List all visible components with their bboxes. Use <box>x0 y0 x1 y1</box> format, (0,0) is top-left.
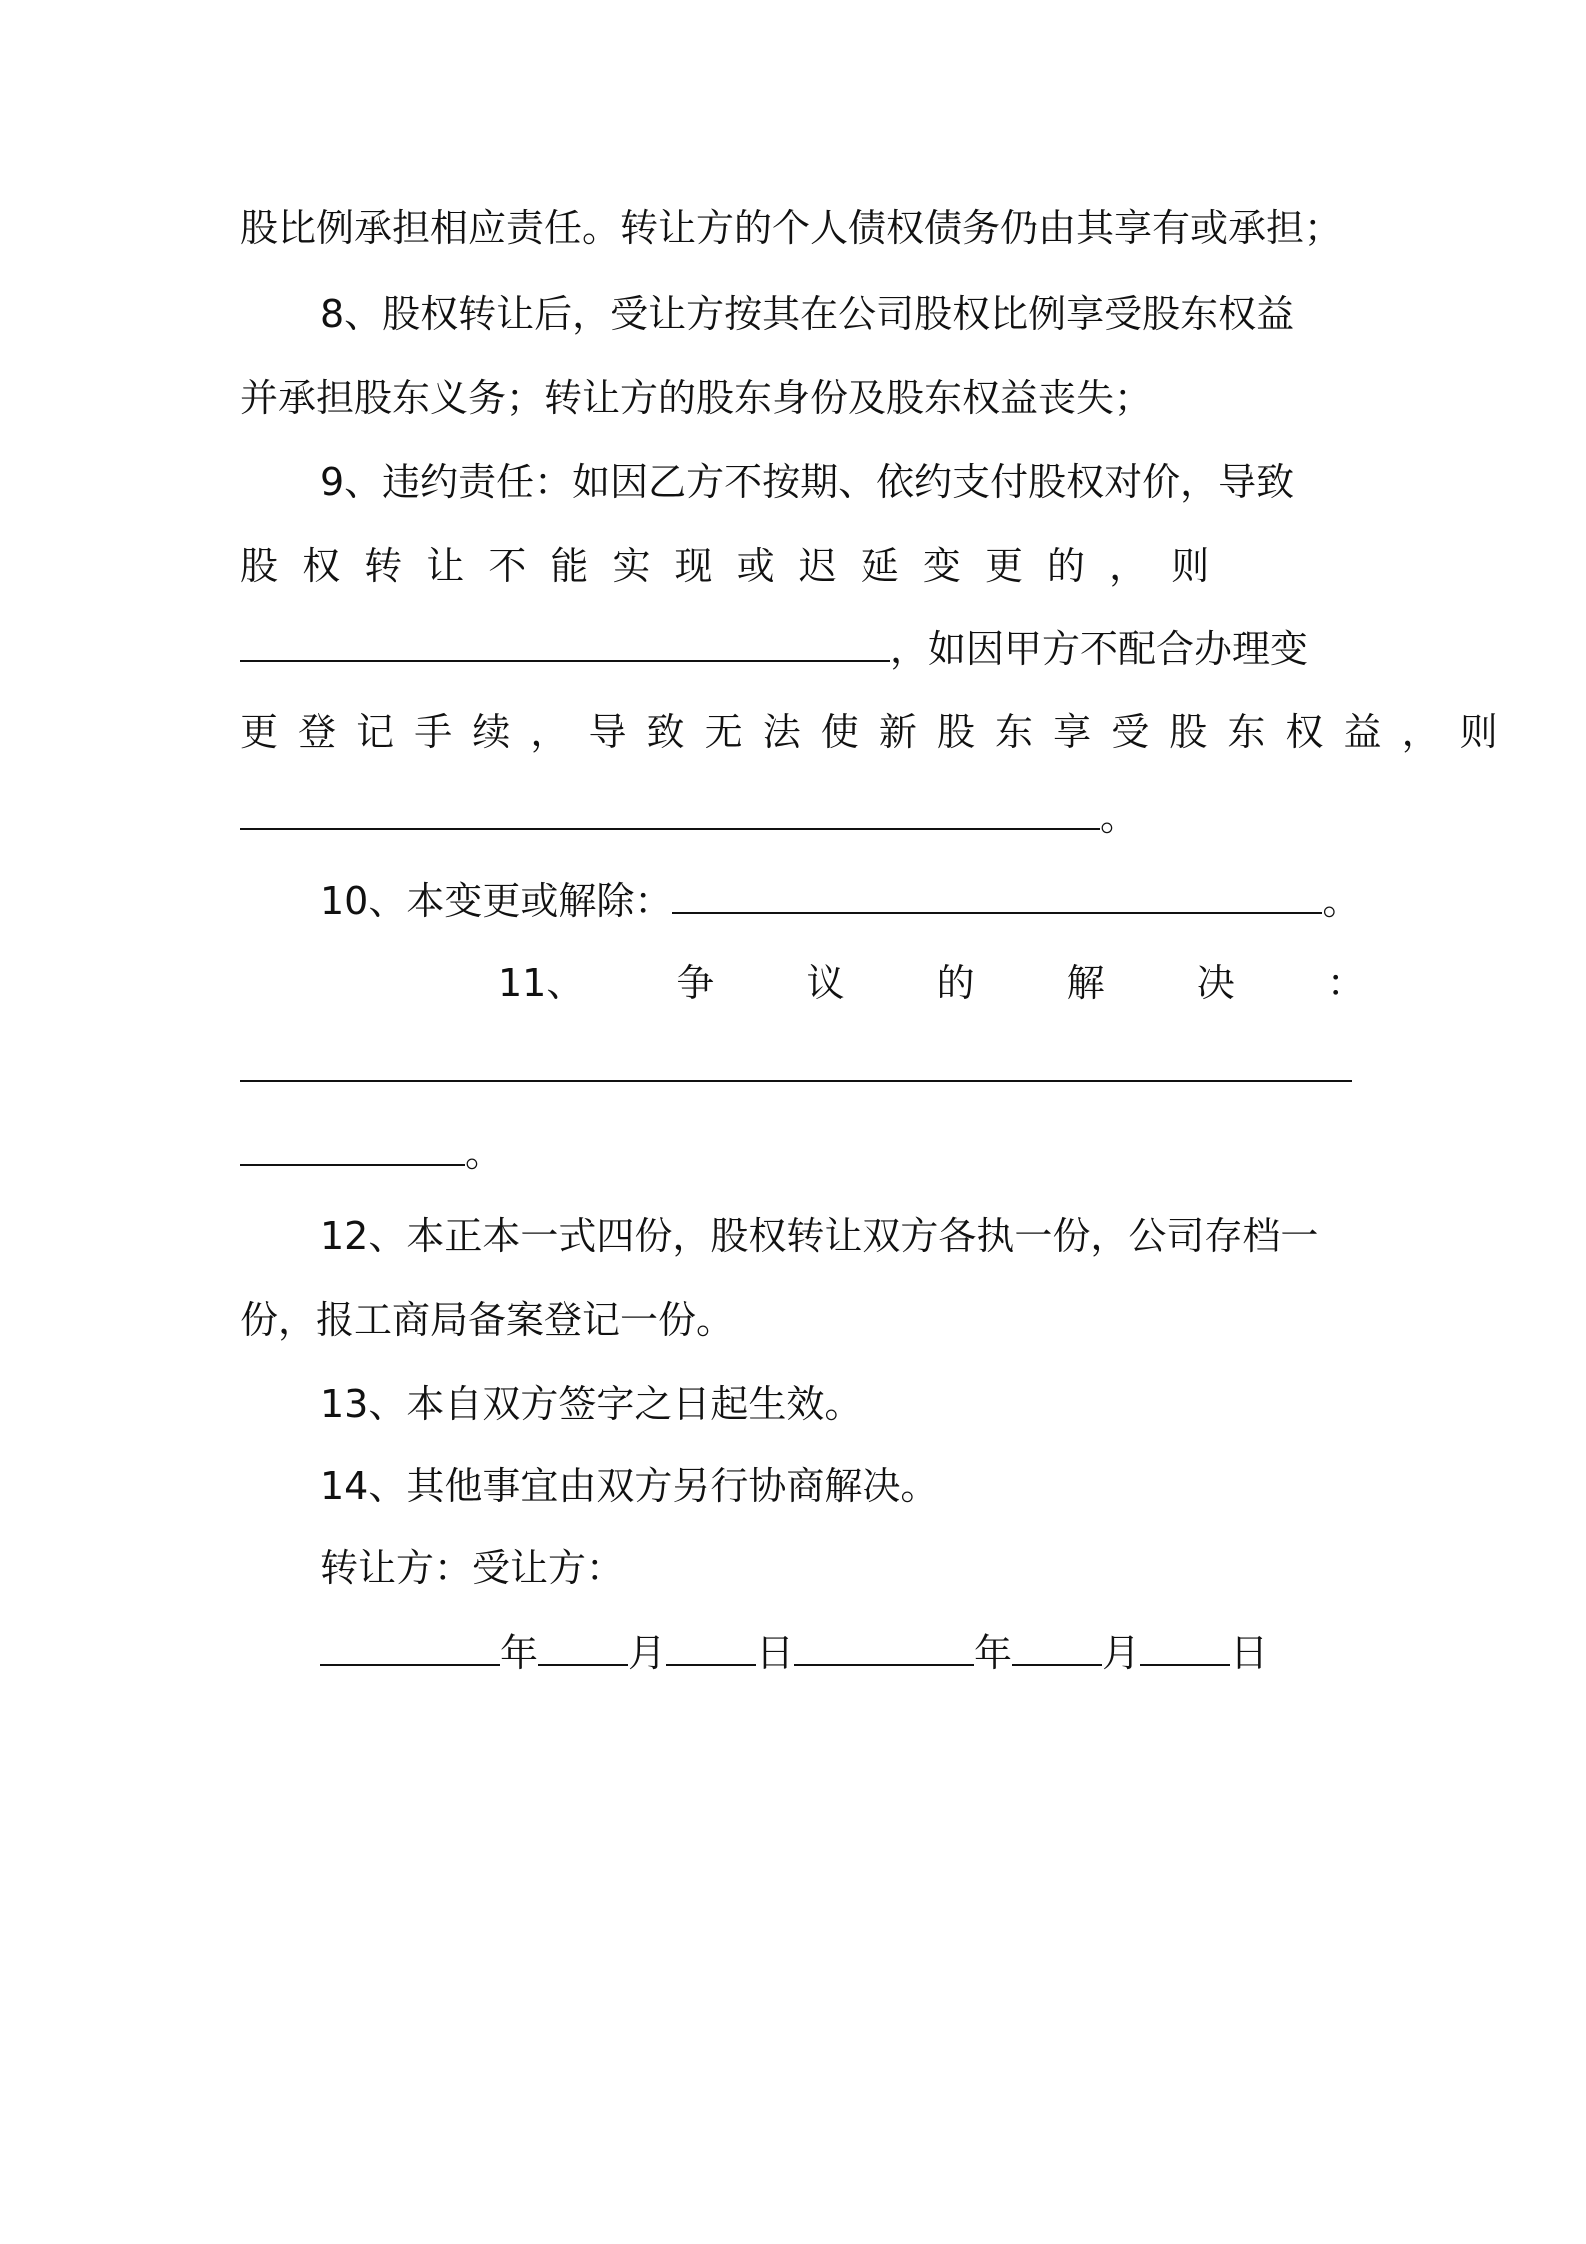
signature-parties-line: 转让方：受让方： <box>320 1546 625 1590</box>
clause-10-end-mark: 。 <box>1322 879 1361 923</box>
clause-9-line-5 <box>240 788 1360 844</box>
buyer-day-blank[interactable] <box>1140 1624 1230 1666</box>
seller-year-blank[interactable] <box>320 1624 500 1666</box>
buyer-year-blank[interactable] <box>794 1624 974 1666</box>
seller-day-blank[interactable] <box>666 1624 756 1666</box>
clause-9-line-4: 更 登 记 手 续 ， 导 致 无 法 使 新 股 东 享 受 股 东 权 益 ， 则 <box>240 710 1502 754</box>
clause-12-line-1: 12、本正本一式四份，股权转让双方各执一份，公司存档一 <box>320 1214 1319 1258</box>
signature-date-line <box>240 1624 1360 1680</box>
buyer-day-label: 日 <box>1230 1631 1269 1675</box>
clause-11-blank-line <box>240 1040 1360 1096</box>
clause-8-line-2: 并承担股东义务；转让方的股东身份及股东权益丧失； <box>240 376 1153 420</box>
clause-13-line: 13、本自双方签字之日起生效。 <box>320 1382 863 1426</box>
text-line-1: 股比例承担相应责任。转让方的个人债权债务仍由其享有或承担； <box>240 206 1343 250</box>
clause-12-line-2: 份，报工商局备案登记一份。 <box>240 1298 735 1342</box>
clause-9-line-2: 股 权 转 让 不 能 实 现 或 迟 延 变 更 的 ， 则 <box>240 544 1216 588</box>
blank-field-breach-buyer[interactable] <box>240 620 890 662</box>
seller-month-blank[interactable] <box>538 1624 628 1666</box>
clause-8-line-1: 8、股权转让后，受让方按其在公司股权比例享受股东权益 <box>320 292 1295 336</box>
clause-11-title: 11、 争 议 的 解 决 ： <box>498 961 1365 1005</box>
blank-field-breach-seller[interactable] <box>240 788 1100 830</box>
clause-10-label: 10、本变更或解除： <box>320 879 673 923</box>
buyer-month-label: 月 <box>1102 1631 1141 1675</box>
clause-9-line-1: 9、违约责任：如因乙方不按期、依约支付股权对价，导致 <box>320 460 1295 504</box>
clause-9-text-3: ，如因甲方不配合办理变 <box>890 627 1309 671</box>
clause-11-end-mark: 。 <box>465 1131 504 1175</box>
blank-field-change-termination[interactable] <box>672 872 1322 914</box>
clause-9-line-3 <box>240 620 1360 676</box>
blank-field-dispute-resolution-cont[interactable] <box>240 1124 465 1166</box>
buyer-month-blank[interactable] <box>1012 1624 1102 1666</box>
seller-month-label: 月 <box>628 1631 667 1675</box>
blank-field-dispute-resolution[interactable] <box>240 1040 1352 1082</box>
clause-9-end-mark: 。 <box>1100 795 1139 839</box>
seller-year-label: 年 <box>500 1631 539 1675</box>
clause-11-blank-line-2 <box>240 1124 1360 1180</box>
seller-day-label: 日 <box>756 1631 795 1675</box>
buyer-year-label: 年 <box>974 1631 1013 1675</box>
clause-10-line <box>240 872 1360 928</box>
clause-14-line: 14、其他事宜由双方另行协商解决。 <box>320 1464 939 1508</box>
